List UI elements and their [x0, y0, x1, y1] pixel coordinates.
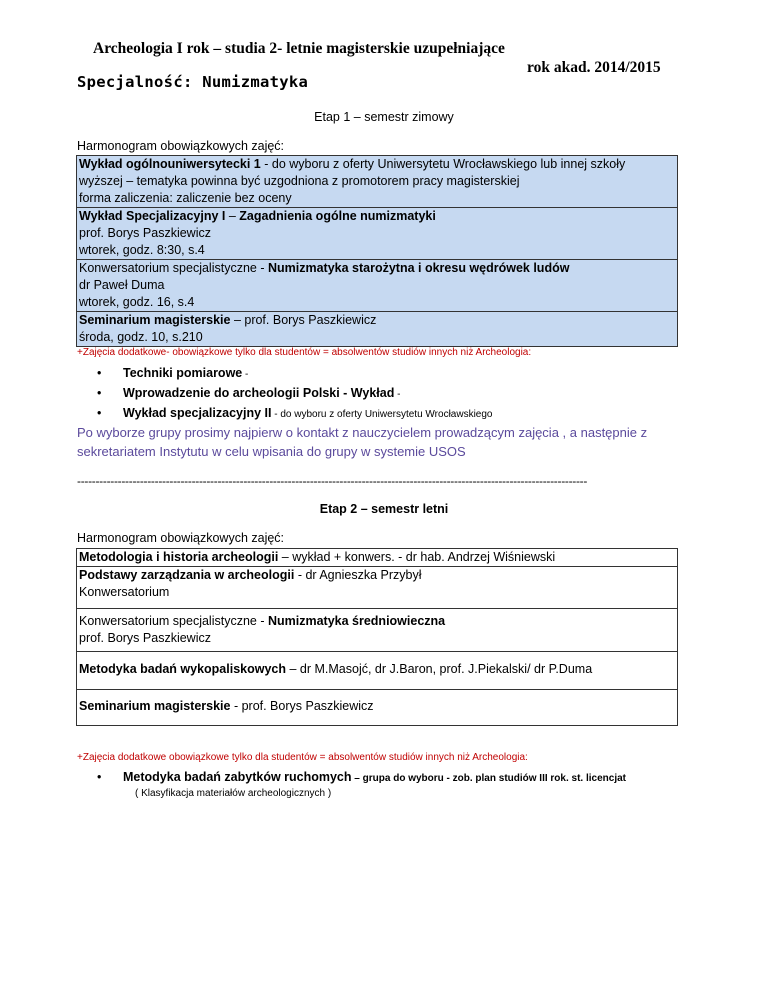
row-line: wyższej – tematyka powinna być uzgodniona z promotorem pracy magisterskiej: [79, 174, 520, 188]
row-subject: Numizmatyka średniowieczna: [267, 614, 446, 628]
row-title: Wykład Specjalizacyjny I: [79, 209, 226, 223]
stage2-heading: Etap 2 – semestr letni: [319, 502, 449, 516]
row-text: - prof. Borys Paszkiewicz: [230, 699, 374, 713]
notice-line: Po wyborze grupy prosimy najpierw o kontakt z nauczycielem prowadzącym zajęcia , a następnie z: [77, 425, 648, 440]
section-divider: ------------------------------------------------------------------------------------------------------------------------------------------: [77, 474, 588, 488]
row-text: Konwersatorium specjalistyczne -: [79, 614, 268, 628]
row-title: Wykład ogólnouniwersytecki 1: [79, 157, 261, 171]
table-row: [77, 690, 677, 715]
bullet-subnote: ( Klasyfikacja materiałów archeologicznych ): [135, 788, 332, 799]
row-subject: Numizmatyka starożytna i okresu wędrówek ludów: [267, 261, 570, 275]
item-note: – grupa do wyboru - zob. plan studiów III rok. st. licencjat: [351, 773, 627, 784]
row-text: –: [225, 209, 240, 223]
row-line: wtorek, godz. 16, s.4: [79, 295, 195, 309]
list-item: [97, 364, 492, 384]
table-row: [77, 208, 677, 260]
stage1-additional-list: [97, 364, 492, 424]
stage1-additional-note: +Zajęcia dodatkowe- obowiązkowe tylko dla studentów = absolwentów studiów innych niż Archeologia:: [77, 347, 532, 358]
row-text: – dr M.Masojć, dr J.Baron, prof. J.Piekalski/ dr P.Duma: [286, 662, 593, 676]
item-title: Techniki pomiarowe: [123, 366, 243, 380]
stage2-additional-note: +Zajęcia dodatkowe obowiązkowe tylko dla studentów = absolwentów studiów innych niż Archeologia:: [77, 752, 528, 763]
row-text: Konwersatorium specjalistyczne -: [79, 261, 268, 275]
table-row: [77, 260, 677, 312]
row-text: – wykład + konwers. - dr hab. Andrzej Wiśniewski: [278, 550, 556, 564]
item-title: Metodyka badań zabytków ruchomych: [123, 770, 352, 784]
row-text: - do wyboru z oferty Uniwersytetu Wrocławskiego lub innej szkoły: [260, 157, 626, 171]
list-item: [97, 768, 626, 788]
item-note: - do wyboru z oferty Uniwersytetu Wrocławskiego: [271, 409, 493, 420]
specialty-heading: Specjalność: Numizmatyka: [77, 73, 309, 91]
row-line: prof. Borys Paszkiewicz: [79, 226, 211, 240]
document-title: Archeologia I rok – studia 2- letnie magisterskie uzupełniające: [93, 40, 505, 57]
row-line: Konwersatorium: [79, 585, 170, 599]
table-row: [77, 652, 677, 690]
group-selection-notice: [77, 423, 677, 461]
item-note: -: [394, 389, 401, 400]
row-line: prof. Borys Paszkiewicz: [79, 631, 211, 645]
row-line: środa, godz. 10, s.210: [79, 330, 203, 344]
item-title: Wprowadzenie do archeologii Polski - Wykład: [123, 386, 395, 400]
stage2-additional-list: [97, 768, 626, 788]
row-subject: Zagadnienia ogólne numizmatyki: [239, 209, 436, 223]
row-title: Seminarium magisterskie: [79, 313, 231, 327]
stage1-schedule-table: [76, 155, 678, 347]
row-line: dr Paweł Duma: [79, 278, 165, 292]
item-note: -: [242, 369, 249, 380]
row-title: Podstawy zarządzania w archeologii: [79, 568, 295, 582]
stage1-heading: Etap 1 – semestr zimowy: [314, 110, 454, 124]
row-line: forma zaliczenia: zaliczenie bez oceny: [79, 191, 292, 205]
table-row: [77, 312, 677, 346]
list-item: [97, 384, 492, 404]
stage2-schedule-label: Harmonogram obowiązkowych zajęć:: [77, 531, 285, 545]
table-row: [77, 549, 677, 567]
list-item: [97, 404, 492, 424]
table-row: [77, 156, 677, 208]
row-title: Metodyka badań wykopaliskowych: [79, 662, 287, 676]
notice-line: sekretariatem Instytutu w celu wpisania do grupy w systemie USOS: [77, 444, 466, 459]
item-title: Wykład specjalizacyjny II: [123, 406, 272, 420]
table-row: [77, 567, 677, 609]
row-title: Metodologia i historia archeologii: [79, 550, 279, 564]
table-row: [77, 609, 677, 652]
academic-year: rok akad. 2014/2015: [527, 59, 661, 76]
row-title: Seminarium magisterskie: [79, 699, 231, 713]
row-text: – prof. Borys Paszkiewicz: [230, 313, 377, 327]
row-line: wtorek, godz. 8:30, s.4: [79, 243, 205, 257]
stage2-schedule-table: [76, 548, 678, 726]
stage1-schedule-label: Harmonogram obowiązkowych zajęć:: [77, 139, 285, 153]
row-text: - dr Agnieszka Przybył: [294, 568, 422, 582]
